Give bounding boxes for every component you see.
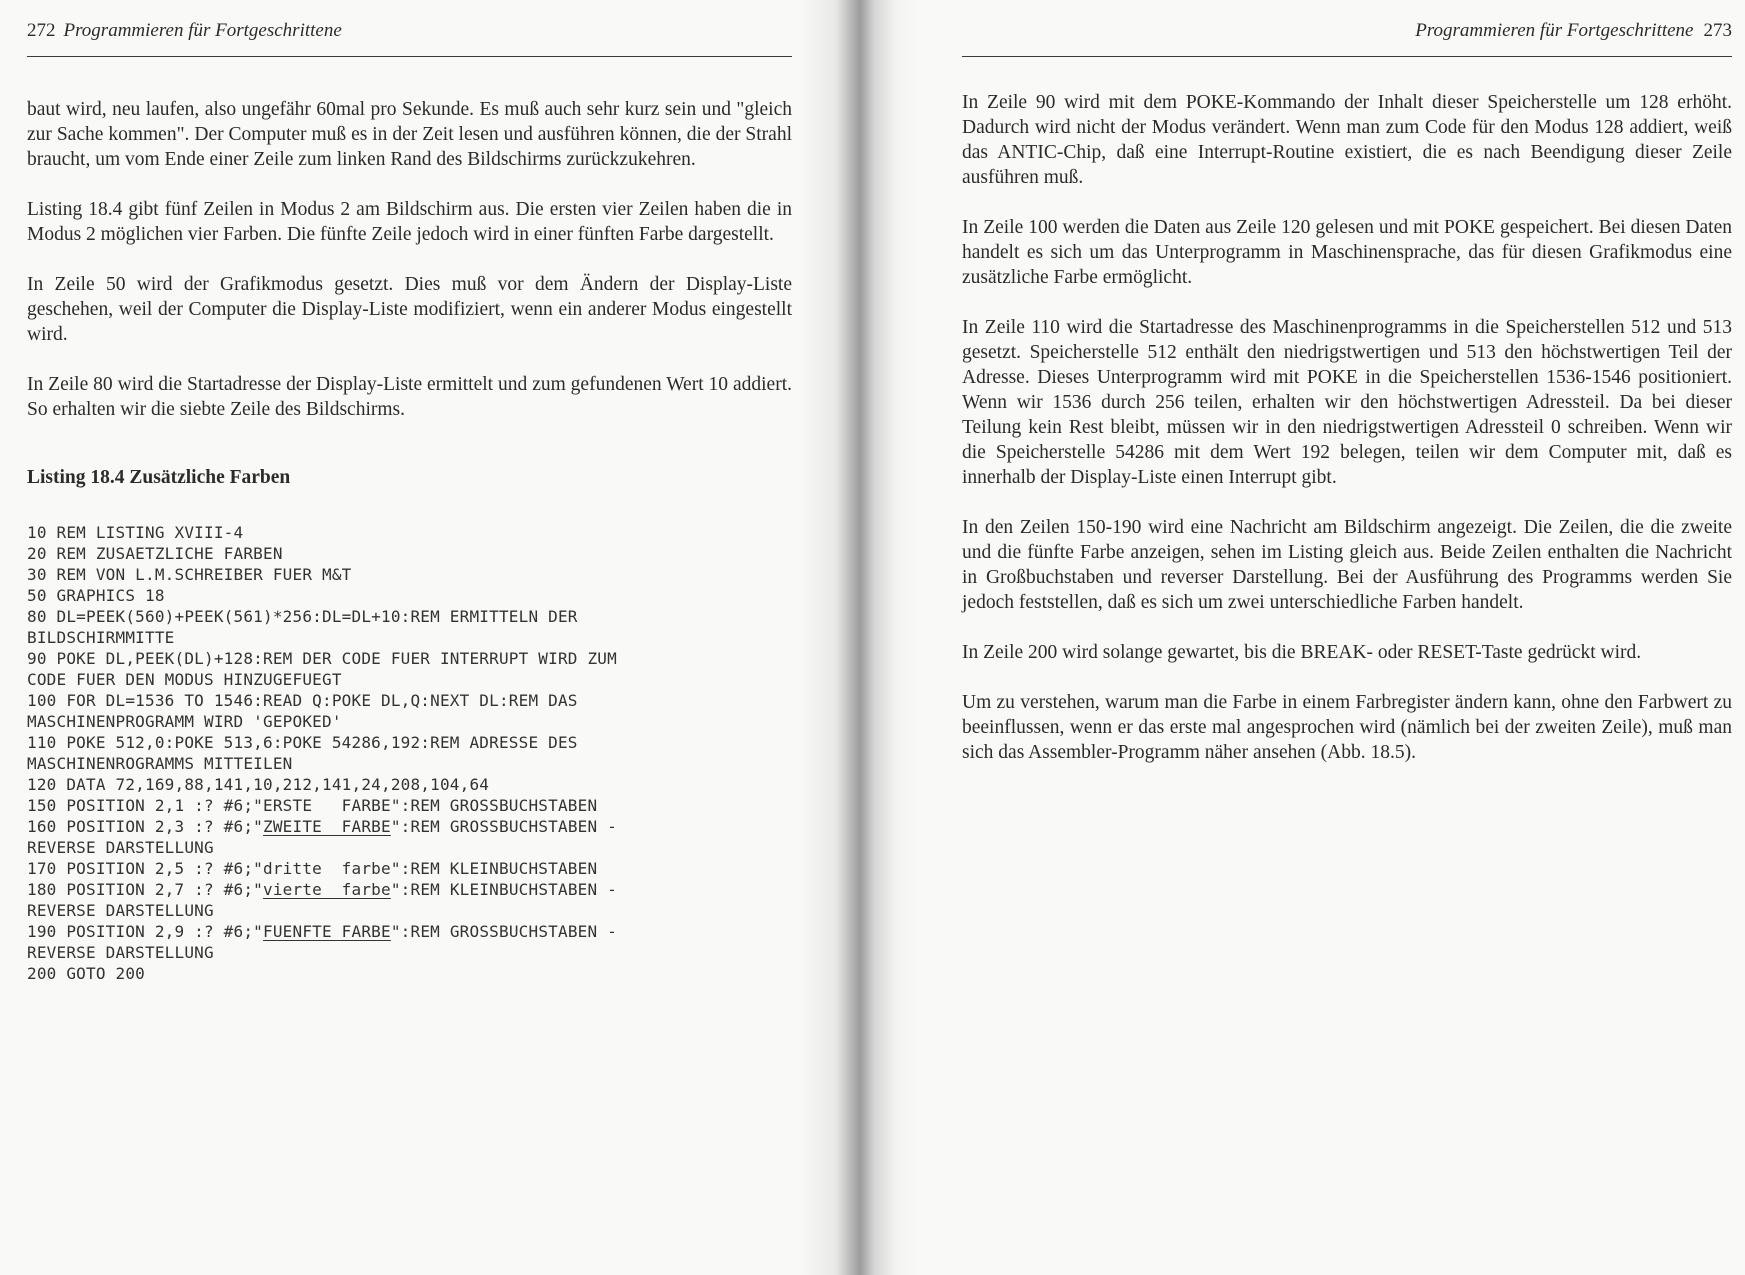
right-page-body (962, 90, 1732, 790)
code-line-190-suffix: ":REM GROSSBUCHSTABEN - (390, 922, 617, 941)
right-paragraph-4: In den Zeilen 150-190 wird eine Nachricht am Bildschirm angezeigt. Die Zeilen, die die zweite und die fünfte Farbe anzeigen, sehen im Listing gleich aus. Beide Zeilen enthalten die Nachricht in Großbuchstaben und reverser Darstellung. Bei der Ausführung des Programms werden Sie jedoch feststellen, daß es sich um zwei unterschiedliche Farben handelt. (962, 517, 1732, 613)
left-paragraph-2: Listing 18.4 gibt fünf Zeilen in Modus 2 am Bildschirm aus. Die ersten vier Zeilen haben die in Modus 2 möglichen vier Farben. Die fünfte Zeile jedoch wird in einer fünften Farbe dargestellt. (27, 199, 792, 245)
code-line-190-prefix: 190 POSITION 2,9 :? #6;" (27, 922, 263, 941)
code-line-180 (27, 879, 792, 900)
code-line-100-cont: MASCHINENPROGRAMM WIRD 'GEPOKED' (27, 712, 342, 731)
right-page-number: 273 (1703, 20, 1732, 41)
right-paragraph-5: In Zeile 200 wird solange gewartet, bis die BREAK- oder RESET-Taste gedrückt wird. (962, 642, 1642, 663)
code-line-100: 100 FOR DL=1536 TO 1546:READ Q:POKE DL,Q:NEXT DL:REM DAS (27, 691, 578, 710)
code-line-180-prefix: 180 POSITION 2,7 :? #6;" (27, 880, 263, 899)
book-gutter-shadow (800, 0, 920, 1275)
code-line-160-prefix: 160 POSITION 2,3 :? #6;" (27, 817, 263, 836)
code-line-160-cont: REVERSE DARSTELLUNG (27, 838, 214, 857)
basic-listing (27, 522, 792, 984)
right-paragraph-2: In Zeile 100 werden die Daten aus Zeile 120 gelesen und mit POKE gespeichert. Bei diesen Daten handelt es sich um das Unterprogramm in Maschinensprache, das für diesen Grafikmodus eine zusätzliche Farbe ermöglicht. (962, 217, 1732, 288)
left-paragraph-4: In Zeile 80 wird die Startadresse der Display-Liste ermittelt und zum gefundenen Wert 10 addiert. So erhalten wir die siebte Zeile des Bildschirms. (27, 374, 792, 420)
code-line-190 (27, 921, 792, 942)
code-line-110: 110 POKE 512,0:POKE 513,6:POKE 54286,192:REM ADRESSE DES (27, 733, 578, 752)
code-line-170: 170 POSITION 2,5 :? #6;"dritte farbe":REM KLEINBUCHSTABEN (27, 859, 598, 878)
code-line-190-cont: REVERSE DARSTELLUNG (27, 943, 214, 962)
right-page-header (962, 20, 1732, 57)
right-paragraph-6: Um zu verstehen, warum man die Farbe in einem Farbregister ändern kann, ohne den Farbwert zu beeinflussen, wenn er das erste mal angesprochen wird (nämlich bei der zweiten Zeile), muß man sich das Assembler-Programm näher ansehen (Abb. 18.5). (962, 692, 1732, 763)
left-running-title: Programmieren für Fortgeschrittene (63, 20, 342, 41)
right-page (962, 0, 1732, 1275)
left-page-number: 272 (27, 20, 56, 41)
code-line-180-suffix: ":REM KLEINBUCHSTABEN - (390, 880, 617, 899)
code-line-180-cont: REVERSE DARSTELLUNG (27, 901, 214, 920)
code-line-160 (27, 816, 792, 837)
code-line-160-suffix: ":REM GROSSBUCHSTABEN - (390, 817, 617, 836)
right-paragraph-3: In Zeile 110 wird die Startadresse des Maschinenprogramms in die Speicherstellen 512 und 513 gesetzt. Speicherstelle 512 enthält den niedrigstwertigen und 513 den höchstwertigen Teil der Adresse. Dieses Unterprogramm wird mit POKE in die Speicherstellen 1536-1546 positioniert. Wenn wir 1536 durch 256 teilen, erhalten wir den höchstwertigen Adressteil. Da bei dieser Teilung kein Rest bleibt, müssen wir in den niedrigstwertigen Adressteil 0 schreiben. Wenn wir die Speicherstelle 54286 mit dem Wert 192 belegen, teilen wir dem Computer mit, daß es innerhalb der Display-Liste einen Interrupt gibt. (962, 317, 1732, 488)
left-page (27, 0, 792, 1275)
listing-title: Listing 18.4 Zusätzliche Farben (27, 467, 291, 488)
code-line-90-cont: CODE FUER DEN MODUS HINZUGEFUEGT (27, 670, 342, 689)
left-paragraph-3: In Zeile 50 wird der Grafikmodus gesetzt. Dies muß vor dem Ändern der Display-Liste geschehen, weil der Computer die Display-Liste modifiziert, wenn ein anderer Modus eingestellt wird. (27, 274, 792, 345)
left-page-body (27, 97, 792, 984)
code-line-110-cont: MASCHINENROGRAMMS MITTEILEN (27, 754, 293, 773)
left-paragraph-1: baut wird, neu laufen, also ungefähr 60mal pro Sekunde. Es muß auch sehr kurz sein und "gleich zur Sache kommen". Der Computer muß es in der Zeit lesen und ausführen können, die der Strahl braucht, um vom Ende einer Zeile zum linken Rand des Bildschirms zurückzukehren. (27, 99, 792, 170)
code-line-190-reverse-text: FUENFTE FARBE (263, 922, 391, 941)
code-line-80: 80 DL=PEEK(560)+PEEK(561)*256:DL=DL+10:REM ERMITTELN DER (27, 607, 578, 626)
code-line-150: 150 POSITION 2,1 :? #6;"ERSTE FARBE":REM GROSSBUCHSTABEN (27, 796, 598, 815)
code-line-80-cont: BILDSCHIRMMITTE (27, 628, 175, 647)
code-line-20: 20 REM ZUSAETZLICHE FARBEN (27, 544, 283, 563)
code-line-10: 10 REM LISTING XVIII-4 (27, 523, 244, 542)
right-paragraph-1: In Zeile 90 wird mit dem POKE-Kommando der Inhalt dieser Speicherstelle um 128 erhöht. Dadurch wird nicht der Modus verändert. Wenn man zum Code für den Modus 128 addiert, weiß das ANTIC-Chip, daß eine Interrupt-Routine existiert, die es nach Beendigung dieser Zeile ausführen muß. (962, 92, 1732, 188)
right-running-title: Programmieren für Fortgeschrittene (1415, 20, 1694, 41)
code-line-120: 120 DATA 72,169,88,141,10,212,141,24,208,104,64 (27, 775, 490, 794)
code-line-200: 200 GOTO 200 (27, 964, 145, 983)
code-line-180-reverse-text: vierte farbe (263, 880, 391, 899)
code-line-30: 30 REM VON L.M.SCHREIBER FUER M&T (27, 565, 352, 584)
code-line-50: 50 GRAPHICS 18 (27, 586, 165, 605)
code-line-160-reverse-text: ZWEITE FARBE (263, 817, 391, 836)
code-line-90: 90 POKE DL,PEEK(DL)+128:REM DER CODE FUER INTERRUPT WIRD ZUM (27, 649, 617, 668)
left-page-header (27, 20, 792, 57)
